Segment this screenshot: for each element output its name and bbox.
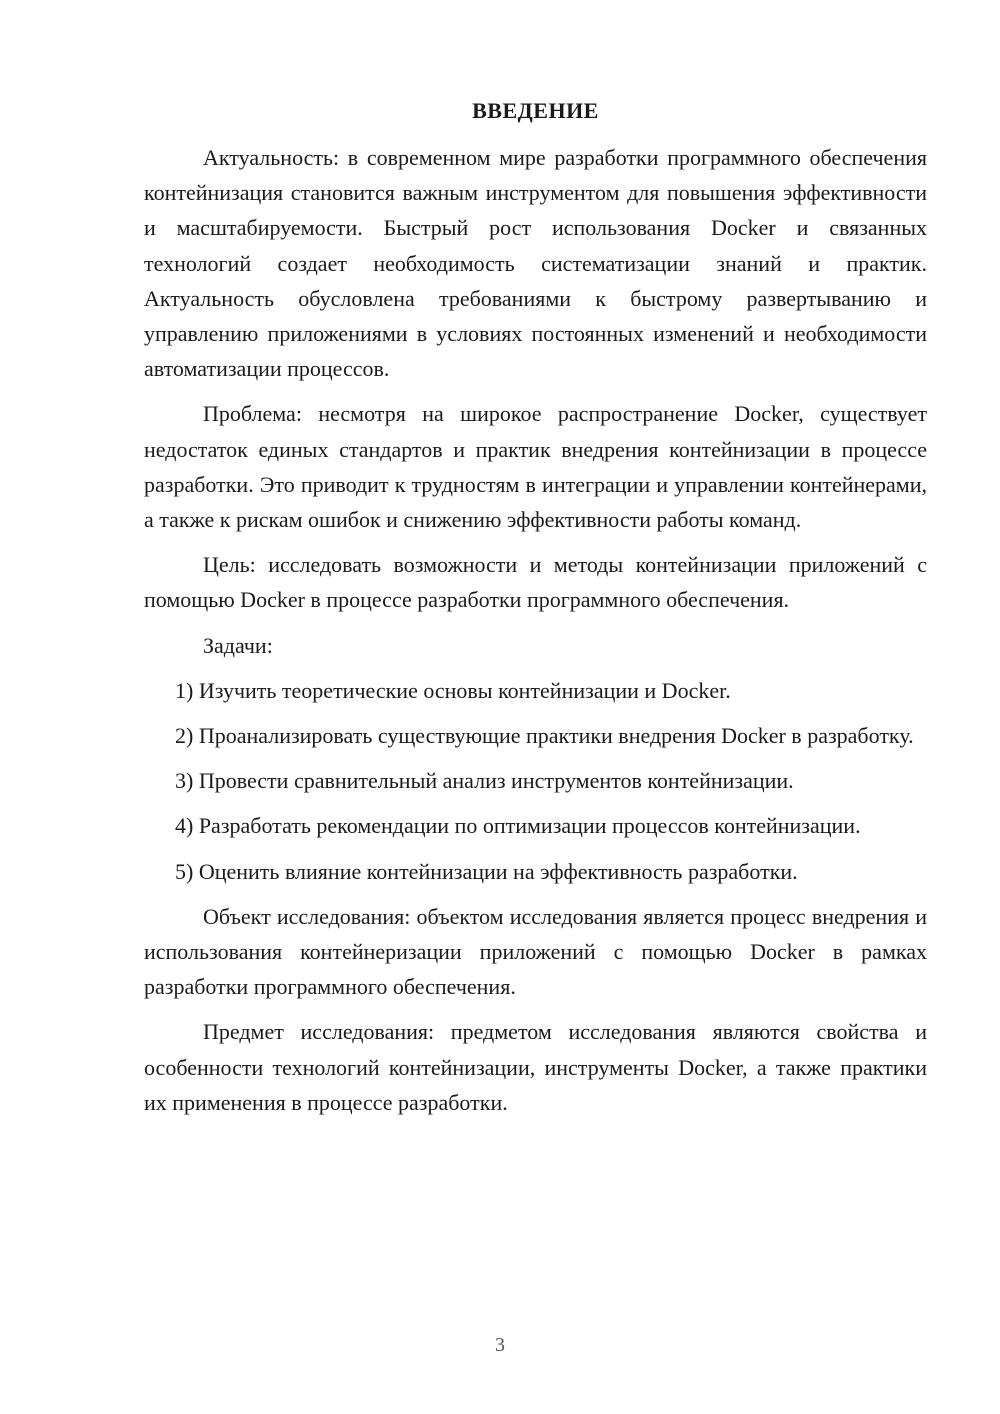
paragraph-goal: Цель: исследовать возможности и методы контейнизации приложений с помощью Docker в процессе разработки программного обеспечения. (144, 552, 927, 613)
page-content (144, 93, 927, 1130)
paragraph-tasks-heading: Задачи: (203, 632, 273, 658)
paragraph-relevance: Актуальность: в современном мире разработки программного обеспечения контейнизация становится важным инструментом для повышения эффективности и масштабируемости. Быстрый рост использования Docker и связанных технологий создает необходимость систематизации знаний и практик. Актуальность обусловлена требованиями к быстрому развертыванию и управлению приложениями в условиях постоянных изменений и необходимости автоматизации процессов. (144, 145, 927, 382)
page-title: ВВЕДЕНИЕ (472, 98, 599, 123)
page-number: 3 (495, 1334, 505, 1356)
paragraph-object: Объект исследования: объектом исследования является процесс внедрения и использования контейнеризации приложений с помощью Docker в рамках разработки программного обеспечения. (144, 903, 927, 1000)
task-item-3: 3) Провести сравнительный анализ инструментов контейнизации. (175, 768, 794, 794)
paragraph-problem: Проблема: несмотря на широкое распространение Docker, существует недостаток единых стандартов и практик внедрения контейнизации в процессе разработки. Это приводит к трудностям в интеграции и управлении контейнерами, а также к рискам ошибок и снижению эффективности работы команд. (144, 401, 927, 533)
paragraph-subject: Предмет исследования: предметом исследования являются свойства и особенности технологий контейнизации, инструменты Docker, а также практики их применения в процессе разработки. (144, 1019, 927, 1115)
task-item-2: 2) Проанализировать существующие практики внедрения Docker в разработку. (175, 723, 914, 749)
task-item-5: 5) Оценить влияние контейнизации на эффективность разработки. (175, 858, 798, 884)
task-item-4: 4) Разработать рекомендации по оптимизации процессов контейнизации. (175, 813, 861, 839)
task-item-1: 1) Изучить теоретические основы контейнизации и Docker. (175, 677, 731, 703)
